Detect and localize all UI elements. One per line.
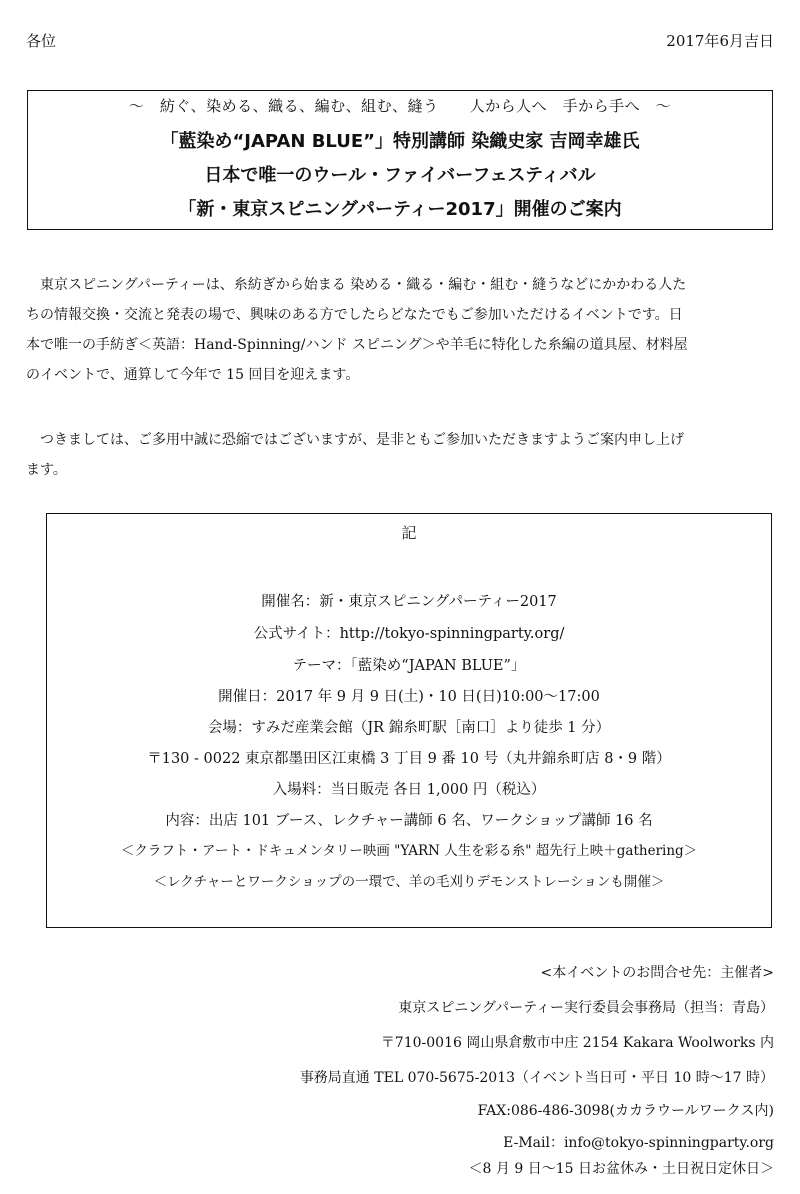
intro-paragraph xyxy=(26,270,782,390)
contact-phone: 事務局直通 TEL 070-5675-2013（イベント当日可・平日 10 時～17 時） xyxy=(299,1070,774,1086)
contact-organizer: 東京スピニングパーティー実行委員会事務局（担当：青島） xyxy=(398,1000,774,1016)
detail-event-name: 開催名：新・東京スピニングパーティー2017 xyxy=(261,594,557,610)
detail-film-screening: ＜クラフト・アート・ドキュメンタリー映画 "YARN 人生を彩る糸" 超先行上映＋gathering＞ xyxy=(120,843,698,859)
contact-fax: FAX:086-486-3098(カカラウールワークス内) xyxy=(477,1103,774,1119)
contact-heading: <本イベントのお問合せ先：主催者> xyxy=(540,965,774,981)
details-heading: 記 xyxy=(401,524,417,542)
title-box xyxy=(27,90,773,230)
event-details-box xyxy=(46,513,772,928)
intro-line: 本で唯一の手紡ぎ＜英語：Hand-Spinning/ハンド スピニング＞や羊毛に特化した糸編の道具屋、材料屋 xyxy=(26,337,688,353)
detail-website: 公式サイト：http://tokyo-spinningparty.org/ xyxy=(253,626,565,642)
salutation: 各位 xyxy=(26,32,57,50)
contact-email: E-Mail：info@tokyo-spinningparty.org xyxy=(503,1135,774,1151)
detail-demonstration: ＜レクチャーとワークショップの一環で、羊の毛刈りデモンストレーションも開催＞ xyxy=(153,874,665,890)
intro-line: ちの情報交換・交流と発表の場で、興味のある方でしたらどなたでもご参加いただけるイベントです。日 xyxy=(26,307,683,323)
detail-venue: 会場：すみだ産業会館（JR 錦糸町駅［南口］より徒歩 1 分） xyxy=(207,720,611,736)
intro-line: のイベントで、通算して今年で 15 回目を迎えます。 xyxy=(26,367,360,383)
contact-address: 〒710-0016 岡山県倉敷市中庄 2154 Kakara Woolworks 内 xyxy=(380,1035,774,1051)
title-festival: 日本で唯一のウール・ファイバーフェスティバル xyxy=(204,165,596,186)
contact-holidays: ＜8 月 9 日～15 日お盆休み・土日祝日定休日＞ xyxy=(468,1161,774,1177)
title-special-lecturer: 「藍染め“JAPAN BLUE”」特別講師 染織史家 吉岡幸雄氏 xyxy=(160,131,640,152)
invitation-line: つきましては、ご多用中誠に恐縮ではございますが、是非ともご参加いただきますようご案内申し上げ xyxy=(26,432,684,448)
invitation-line: ます。 xyxy=(26,462,67,478)
title-tagline: ～ 紡ぐ、染める、織る、編む、組む、縫う 人から人へ 手から手へ ～ xyxy=(128,97,672,115)
detail-dates: 開催日：2017 年 9 月 9 日(土)・10 日(日)10:00～17:00 xyxy=(218,689,600,705)
intro-line: 東京スピニングパーティーは、糸紡ぎから始まる 染める・織る・編む・組む・縫うなどにかかわる人た xyxy=(26,277,687,293)
detail-admission: 入場料：当日販売 各日 1,000 円（税込） xyxy=(272,782,546,798)
document-date: 2017年6月吉日 xyxy=(666,32,774,50)
detail-address: 〒130 - 0022 東京都墨田区江東橋 3 丁目 9 番 10 号（丸井錦糸町店 8・9 階） xyxy=(147,751,671,767)
title-announcement: 「新・東京スピニングパーティー2017」開催のご案内 xyxy=(178,199,622,220)
detail-contents: 内容：出店 101 ブース、レクチャー講師 6 名、ワークショップ講師 16 名 xyxy=(165,813,653,829)
detail-theme: テーマ：「藍染め“JAPAN BLUE”」 xyxy=(292,658,526,674)
invitation-paragraph xyxy=(26,425,782,485)
